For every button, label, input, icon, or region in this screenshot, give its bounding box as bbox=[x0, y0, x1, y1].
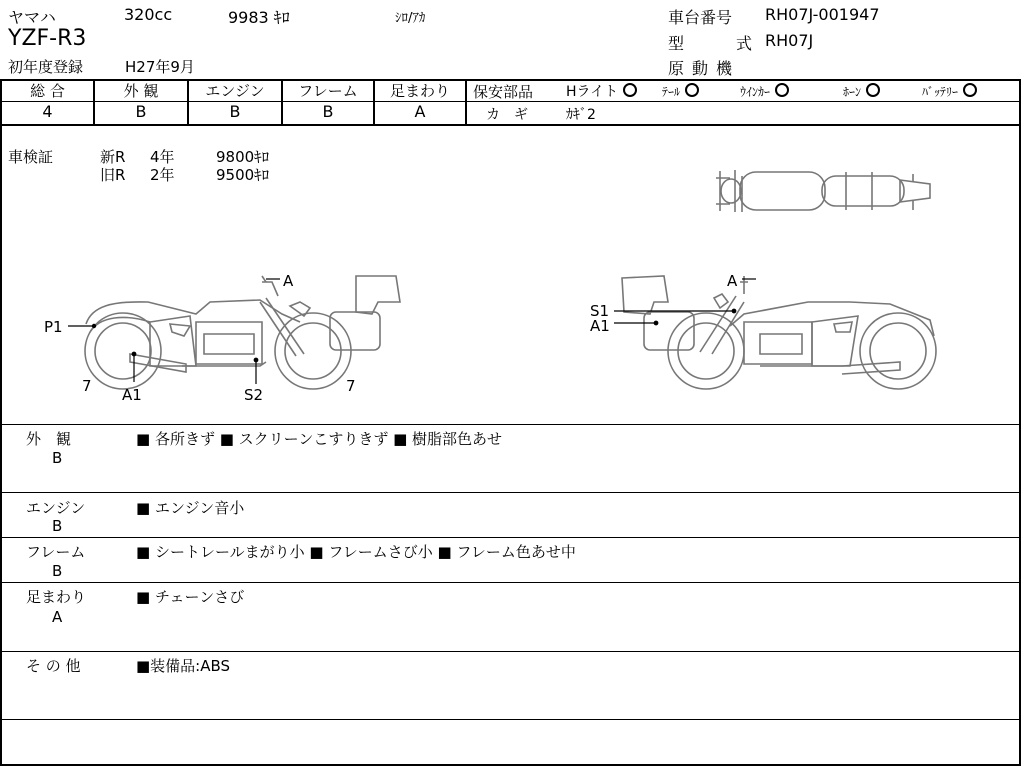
model-name: YZF-R3 bbox=[8, 26, 87, 51]
safety-item-battery: ﾊﾞｯﾃﾘｰ bbox=[922, 83, 977, 100]
ok-circle-icon bbox=[775, 83, 789, 97]
right-label-a: A bbox=[727, 272, 738, 290]
remark-exterior-grade: B bbox=[52, 449, 63, 467]
remark-frame-label: フレーム bbox=[26, 543, 86, 561]
left-label-a1: A1 bbox=[122, 386, 142, 404]
type-value: RH07J bbox=[765, 31, 814, 50]
inspection-label: 車検証 bbox=[8, 148, 54, 166]
remark-suspension-text: ■ チェーンさび bbox=[136, 588, 245, 606]
maker: ヤマハ bbox=[8, 8, 56, 27]
first-reg-label: 初年度登録 bbox=[8, 58, 84, 76]
frame-no-label: 車台番号 bbox=[668, 8, 733, 27]
inspection-new-years: 4年 bbox=[150, 148, 175, 166]
inspection-new-label: 新R bbox=[100, 148, 126, 166]
safety-item-horn: ﾎｰﾝ bbox=[843, 83, 880, 100]
engine-label: 原動機 bbox=[668, 59, 741, 78]
left-label-7a: 7 bbox=[82, 377, 92, 395]
safety-item-winker: ｳｲﾝｶｰ bbox=[740, 83, 789, 100]
remark-exterior-label: 外 観 bbox=[26, 430, 72, 448]
left-label-p1: P1 bbox=[44, 318, 63, 336]
grade-overall-value: 4 bbox=[42, 102, 53, 121]
inspection-old-price: 9500ｷﾛ bbox=[216, 166, 270, 184]
grade-exterior-value: B bbox=[135, 102, 147, 121]
grade-frame-value: B bbox=[322, 102, 334, 121]
grade-frame-label: フレーム bbox=[298, 82, 358, 100]
safety-item-tail: ﾃｰﾙ bbox=[662, 83, 699, 100]
mileage: 9983 ｷﾛ bbox=[228, 8, 290, 27]
right-side-motorcycle-icon bbox=[622, 276, 936, 389]
safety-item-headlight: Hライト bbox=[566, 81, 637, 101]
frame-no-value: RH07J-001947 bbox=[765, 5, 880, 24]
safety-label: 保安部品 bbox=[473, 83, 534, 101]
color: ｼﾛ/ｱｶ bbox=[395, 11, 426, 26]
remark-other-text: ■装備品:ABS bbox=[136, 657, 231, 675]
grade-suspension-value: A bbox=[414, 102, 426, 121]
ok-circle-icon bbox=[866, 83, 880, 97]
motorcycle-diagrams bbox=[0, 126, 1020, 422]
inspection-old-years: 2年 bbox=[150, 166, 175, 184]
ok-circle-icon bbox=[623, 83, 637, 97]
left-label-s2: S2 bbox=[244, 386, 264, 404]
grade-engine-label: エンジン bbox=[205, 82, 265, 100]
right-label-a1: A1 bbox=[590, 317, 610, 335]
type-label-b: 式 bbox=[736, 34, 753, 53]
remark-engine-text: ■ エンジン音小 bbox=[136, 499, 245, 517]
inspection-new-price: 9800ｷﾛ bbox=[216, 148, 270, 166]
remark-frame-text: ■ シートレールまがり小 ■ フレームさび小 ■ フレーム色あせ中 bbox=[136, 543, 576, 561]
ok-circle-icon bbox=[685, 83, 699, 97]
inspection-old-label: 旧R bbox=[100, 166, 126, 184]
first-reg-value: H27年9月 bbox=[125, 58, 195, 76]
key-value: ｶｷﾞ2 bbox=[566, 107, 596, 123]
remark-exterior-text: ■ 各所きず ■ スクリーンこすりきず ■ 樹脂部色あせ bbox=[136, 430, 503, 448]
grade-engine-value: B bbox=[229, 102, 241, 121]
left-label-7b: 7 bbox=[346, 377, 356, 395]
grade-overall-label: 総 合 bbox=[30, 82, 65, 100]
type-label-a: 型 bbox=[668, 34, 685, 53]
grade-exterior-label: 外 観 bbox=[123, 82, 159, 100]
remark-engine-grade: B bbox=[52, 517, 63, 535]
grade-suspension-label: 足まわり bbox=[389, 82, 450, 100]
remark-other-label: そ の 他 bbox=[26, 657, 81, 675]
ok-circle-icon bbox=[963, 83, 977, 97]
remark-suspension-label: 足まわり bbox=[26, 588, 87, 606]
remark-frame-grade: B bbox=[52, 562, 63, 580]
left-side-motorcycle-icon bbox=[85, 276, 400, 389]
key-label: カ ギ bbox=[486, 107, 528, 123]
right-label-s1: S1 bbox=[590, 302, 610, 320]
displacement: 320cc bbox=[124, 5, 173, 24]
top-view-motorcycle-icon bbox=[716, 170, 930, 212]
remark-engine-label: エンジン bbox=[26, 499, 86, 517]
left-label-a: A bbox=[283, 272, 294, 290]
remark-suspension-grade: A bbox=[52, 608, 63, 626]
